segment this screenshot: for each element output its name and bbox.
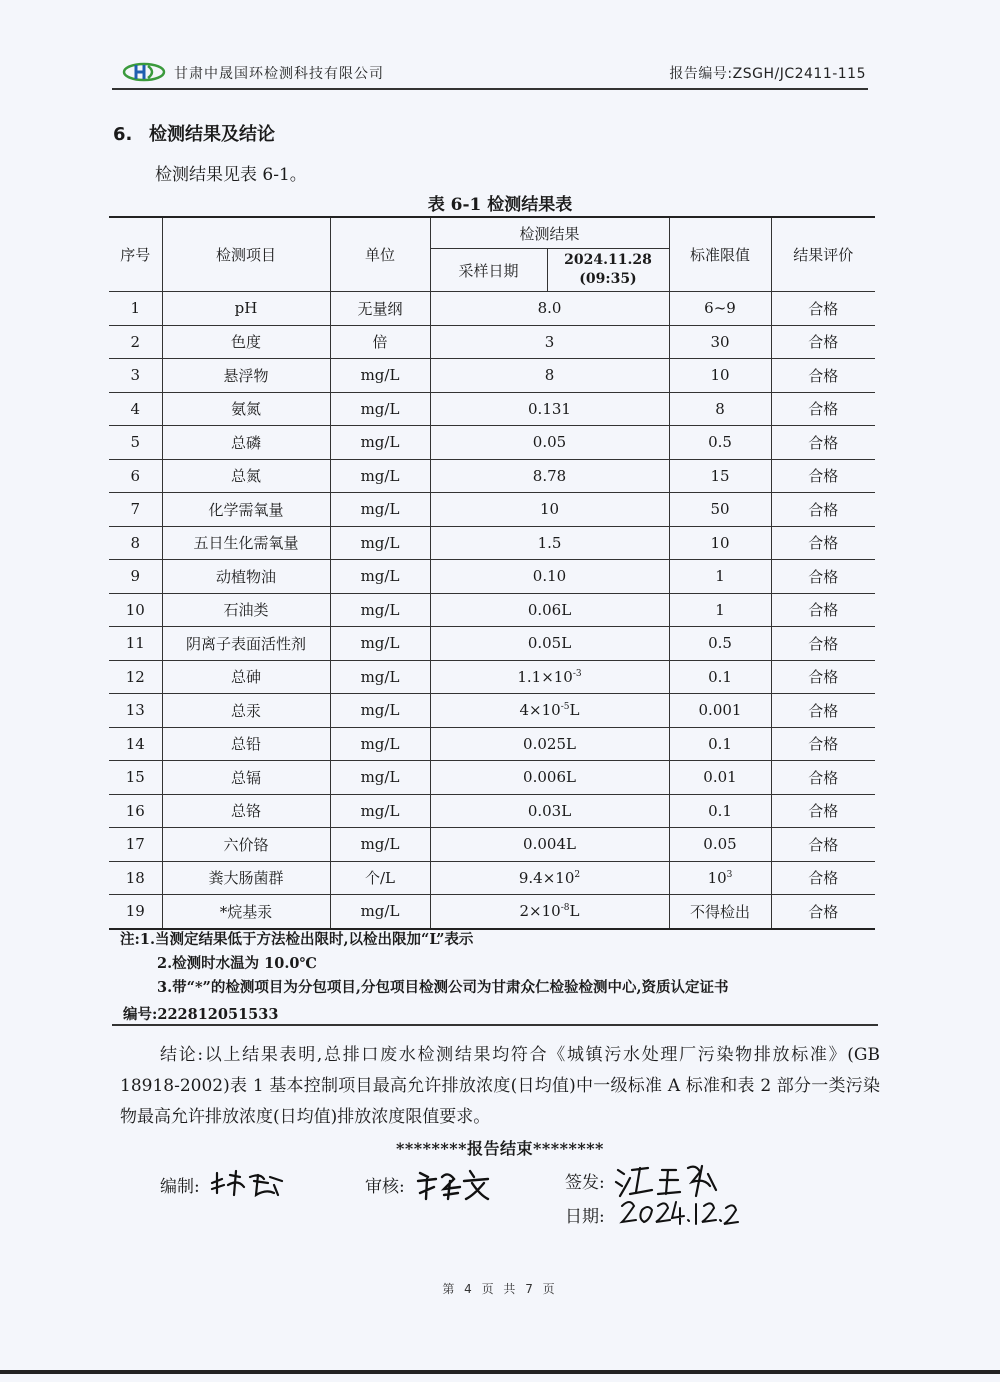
- cell-value-exponent: -8: [560, 903, 570, 914]
- page-header: [112, 60, 868, 86]
- cell-limit: 15: [669, 459, 771, 493]
- cell-eval: 合格: [771, 325, 875, 359]
- section-title: 检测结果及结论: [149, 124, 275, 145]
- scan-edge: [0, 1370, 1000, 1374]
- cell-eval: 合格: [771, 560, 875, 594]
- cell-seq: 9: [109, 560, 162, 594]
- cell-unit: 倍: [330, 325, 430, 359]
- cell-limit: 50: [669, 493, 771, 527]
- cell-limit: 10: [669, 526, 771, 560]
- cell-eval: 合格: [771, 493, 875, 527]
- cell-item: 总汞: [162, 694, 330, 728]
- cell-seq: 12: [109, 660, 162, 694]
- cell-eval: 合格: [771, 761, 875, 795]
- cell-eval: 合格: [771, 694, 875, 728]
- results-table: [109, 216, 875, 930]
- cell-unit: mg/L: [330, 627, 430, 661]
- cell-value: 0.025L: [430, 727, 669, 761]
- results-body: [109, 292, 875, 929]
- table-row: [109, 560, 875, 594]
- cell-eval: 合格: [771, 794, 875, 828]
- table-notes: [120, 928, 876, 1000]
- reviewer-signature: [414, 1165, 494, 1203]
- table-row: [109, 359, 875, 393]
- section-heading: [113, 120, 275, 146]
- cell-item: 总砷: [162, 660, 330, 694]
- cell-item: 总镉: [162, 761, 330, 795]
- intro-text: 检测结果见表 6-1。: [155, 165, 307, 185]
- header-sample-date: 采样日期: [430, 249, 547, 292]
- cell-value: 8.0: [430, 292, 669, 326]
- cell-unit: mg/L: [330, 694, 430, 728]
- cell-seq: 6: [109, 459, 162, 493]
- compiler-label: 编制:: [160, 1177, 200, 1197]
- cell-limit: 6~9: [669, 292, 771, 326]
- table-row: [109, 526, 875, 560]
- table-caption: 表 6-1 检测结果表: [427, 195, 573, 215]
- cell-value: 0.05: [430, 426, 669, 460]
- cell-limit: 0.5: [669, 426, 771, 460]
- cell-eval: 合格: [771, 627, 875, 661]
- header-limit: 标准限值: [669, 217, 771, 292]
- cell-limit: 0.001: [669, 694, 771, 728]
- cell-value: 0.06L: [430, 593, 669, 627]
- cell-unit: mg/L: [330, 593, 430, 627]
- header-unit: 单位: [330, 217, 430, 292]
- cell-value: [430, 694, 669, 728]
- cell-seq: 15: [109, 761, 162, 795]
- cell-seq: 17: [109, 828, 162, 862]
- cell-seq: 4: [109, 392, 162, 426]
- cell-value-base: 9.4×10: [518, 868, 575, 887]
- cell-item: 阴离子表面活性剂: [162, 627, 330, 661]
- company-logo-icon: [122, 62, 166, 82]
- date-label: 日期:: [565, 1207, 605, 1227]
- cell-value: 10: [430, 493, 669, 527]
- cell-limit-base: 10: [707, 868, 727, 887]
- cell-item: *烷基汞: [162, 895, 330, 929]
- table-row: [109, 828, 875, 862]
- report-number: 报告编号:ZSGH/JC2411-115: [669, 66, 866, 82]
- date-handwritten: [618, 1196, 742, 1228]
- cell-seq: 5: [109, 426, 162, 460]
- cell-limit: 30: [669, 325, 771, 359]
- cell-value: 0.131: [430, 392, 669, 426]
- cell-item: 总磷: [162, 426, 330, 460]
- cell-unit: mg/L: [330, 526, 430, 560]
- cell-eval: 合格: [771, 426, 875, 460]
- cell-unit: mg/L: [330, 426, 430, 460]
- cell-limit: 0.1: [669, 794, 771, 828]
- table-row: [109, 292, 875, 326]
- issuer-signature: [612, 1160, 722, 1200]
- compiler-signature: [208, 1165, 288, 1201]
- cell-unit: mg/L: [330, 459, 430, 493]
- cell-unit: mg/L: [330, 560, 430, 594]
- cell-eval: 合格: [771, 392, 875, 426]
- cell-eval: 合格: [771, 828, 875, 862]
- conclusion-text: 结论:以上结果表明,总排口废水检测结果均符合《城镇污水处理厂污染物排放标准》(GB 18918-2002)表 1 基本控制项目最高允许排放浓度(日均值)中一级标准 A 标准和表 2 部分一类污染物最高允许排放浓度(日均值)排放浓度限值要求。: [120, 1045, 880, 1127]
- header-divider: [112, 88, 868, 90]
- section-number: 6.: [113, 124, 133, 145]
- cell-value-exponent: 2: [574, 869, 581, 880]
- cell-value: 3: [430, 325, 669, 359]
- cell-limit: 0.5: [669, 627, 771, 661]
- cell-limit: 不得检出: [669, 895, 771, 929]
- cell-value: 8: [430, 359, 669, 393]
- notes-divider: [112, 1024, 878, 1026]
- cell-limit: 0.01: [669, 761, 771, 795]
- cell-value: 0.05L: [430, 627, 669, 661]
- cell-eval: 合格: [771, 292, 875, 326]
- cell-item: 六价铬: [162, 828, 330, 862]
- header-item: 检测项目: [162, 217, 330, 292]
- cell-item: pH: [162, 292, 330, 326]
- cell-value: 0.10: [430, 560, 669, 594]
- table-row: [109, 895, 875, 929]
- cell-seq: 16: [109, 794, 162, 828]
- cell-limit: 0.1: [669, 660, 771, 694]
- cell-eval: 合格: [771, 593, 875, 627]
- cell-limit: 0.1: [669, 727, 771, 761]
- cell-seq: 8: [109, 526, 162, 560]
- table-row: [109, 325, 875, 359]
- cell-item: 石油类: [162, 593, 330, 627]
- cell-eval: 合格: [771, 526, 875, 560]
- cell-unit: mg/L: [330, 895, 430, 929]
- cell-value-suffix: L: [569, 701, 580, 720]
- table-row: [109, 459, 875, 493]
- table-row: [109, 627, 875, 661]
- cell-value-base: 2×10: [519, 902, 561, 921]
- company-name: 甘肃中晟国环检测科技有限公司: [174, 66, 384, 82]
- cell-unit: mg/L: [330, 359, 430, 393]
- cell-eval: 合格: [771, 895, 875, 929]
- header-seq: 序号: [109, 217, 162, 292]
- issuer-label: 签发:: [565, 1173, 605, 1193]
- cell-value: 8.78: [430, 459, 669, 493]
- cell-item: 总氮: [162, 459, 330, 493]
- table-row: [109, 694, 875, 728]
- table-row: [109, 593, 875, 627]
- table-row: [109, 660, 875, 694]
- table-row: [109, 727, 875, 761]
- cell-limit: 8: [669, 392, 771, 426]
- note-1: 注:1.当测定结果低于方法检出限时,以检出限加“L”表示: [120, 931, 474, 948]
- cell-seq: 2: [109, 325, 162, 359]
- cell-item: 化学需氧量: [162, 493, 330, 527]
- table-row: [109, 794, 875, 828]
- header-eval: 结果评价: [771, 217, 875, 292]
- date-line-1: 2024.11.28: [564, 252, 652, 268]
- table-row: [109, 392, 875, 426]
- cell-unit: mg/L: [330, 794, 430, 828]
- cell-seq: 11: [109, 627, 162, 661]
- certificate-number: 编号:222812051533: [123, 1006, 279, 1023]
- table-row: [109, 761, 875, 795]
- report-end-mark: ********报告结束********: [396, 1139, 604, 1158]
- cell-seq: 7: [109, 493, 162, 527]
- cell-item: 总铬: [162, 794, 330, 828]
- cell-value: [430, 660, 669, 694]
- cell-limit: [669, 861, 771, 895]
- cell-value-base: 1.1×10: [517, 667, 573, 686]
- cell-value: 0.03L: [430, 794, 669, 828]
- table-row: [109, 426, 875, 460]
- cell-unit: 个/L: [330, 861, 430, 895]
- cell-seq: 3: [109, 359, 162, 393]
- cell-item: 五日生化需氧量: [162, 526, 330, 560]
- cell-seq: 10: [109, 593, 162, 627]
- cell-seq: 13: [109, 694, 162, 728]
- cell-unit: mg/L: [330, 727, 430, 761]
- cell-limit: 1: [669, 593, 771, 627]
- cell-item: 色度: [162, 325, 330, 359]
- cell-item: 氨氮: [162, 392, 330, 426]
- note-2: 2.检测时水温为 10.0℃: [157, 955, 317, 972]
- cell-unit: mg/L: [330, 761, 430, 795]
- header-date-value: [547, 249, 669, 292]
- cell-unit: mg/L: [330, 392, 430, 426]
- cell-limit: 10: [669, 359, 771, 393]
- cell-value: 1.5: [430, 526, 669, 560]
- cell-value-suffix: L: [569, 902, 580, 921]
- page-number: 第 4 页 共 7 页: [442, 1282, 558, 1296]
- cell-eval: 合格: [771, 459, 875, 493]
- cell-seq: 1: [109, 292, 162, 326]
- cell-value: [430, 861, 669, 895]
- cell-eval: 合格: [771, 861, 875, 895]
- cell-item: 动植物油: [162, 560, 330, 594]
- cell-value: [430, 895, 669, 929]
- cell-limit: 0.05: [669, 828, 771, 862]
- cell-value-exponent: -3: [572, 668, 582, 679]
- cell-unit: 无量纲: [330, 292, 430, 326]
- cell-seq: 18: [109, 861, 162, 895]
- cell-eval: 合格: [771, 727, 875, 761]
- cell-unit: mg/L: [330, 660, 430, 694]
- table-row: [109, 493, 875, 527]
- note-3: 3.带“*”的检测项目为分包项目,分包项目检测公司为甘肃众仁检验检测中心,资质认定证书: [157, 979, 729, 996]
- cell-value: 0.006L: [430, 761, 669, 795]
- cell-value-base: 4×10: [519, 701, 561, 720]
- cell-limit-exponent: 3: [726, 869, 733, 880]
- cell-value: 0.004L: [430, 828, 669, 862]
- table-row: [109, 861, 875, 895]
- cell-unit: mg/L: [330, 493, 430, 527]
- header-result: 检测结果: [430, 217, 669, 249]
- cell-eval: 合格: [771, 660, 875, 694]
- cell-seq: 19: [109, 895, 162, 929]
- cell-limit: 1: [669, 560, 771, 594]
- cell-unit: mg/L: [330, 828, 430, 862]
- cell-eval: 合格: [771, 359, 875, 393]
- reviewer-label: 审核:: [365, 1177, 405, 1197]
- date-line-2: (09:35): [579, 271, 637, 287]
- cell-seq: 14: [109, 727, 162, 761]
- cell-item: 悬浮物: [162, 359, 330, 393]
- cell-item: 粪大肠菌群: [162, 861, 330, 895]
- cell-item: 总铅: [162, 727, 330, 761]
- cell-value-exponent: -5: [560, 702, 570, 713]
